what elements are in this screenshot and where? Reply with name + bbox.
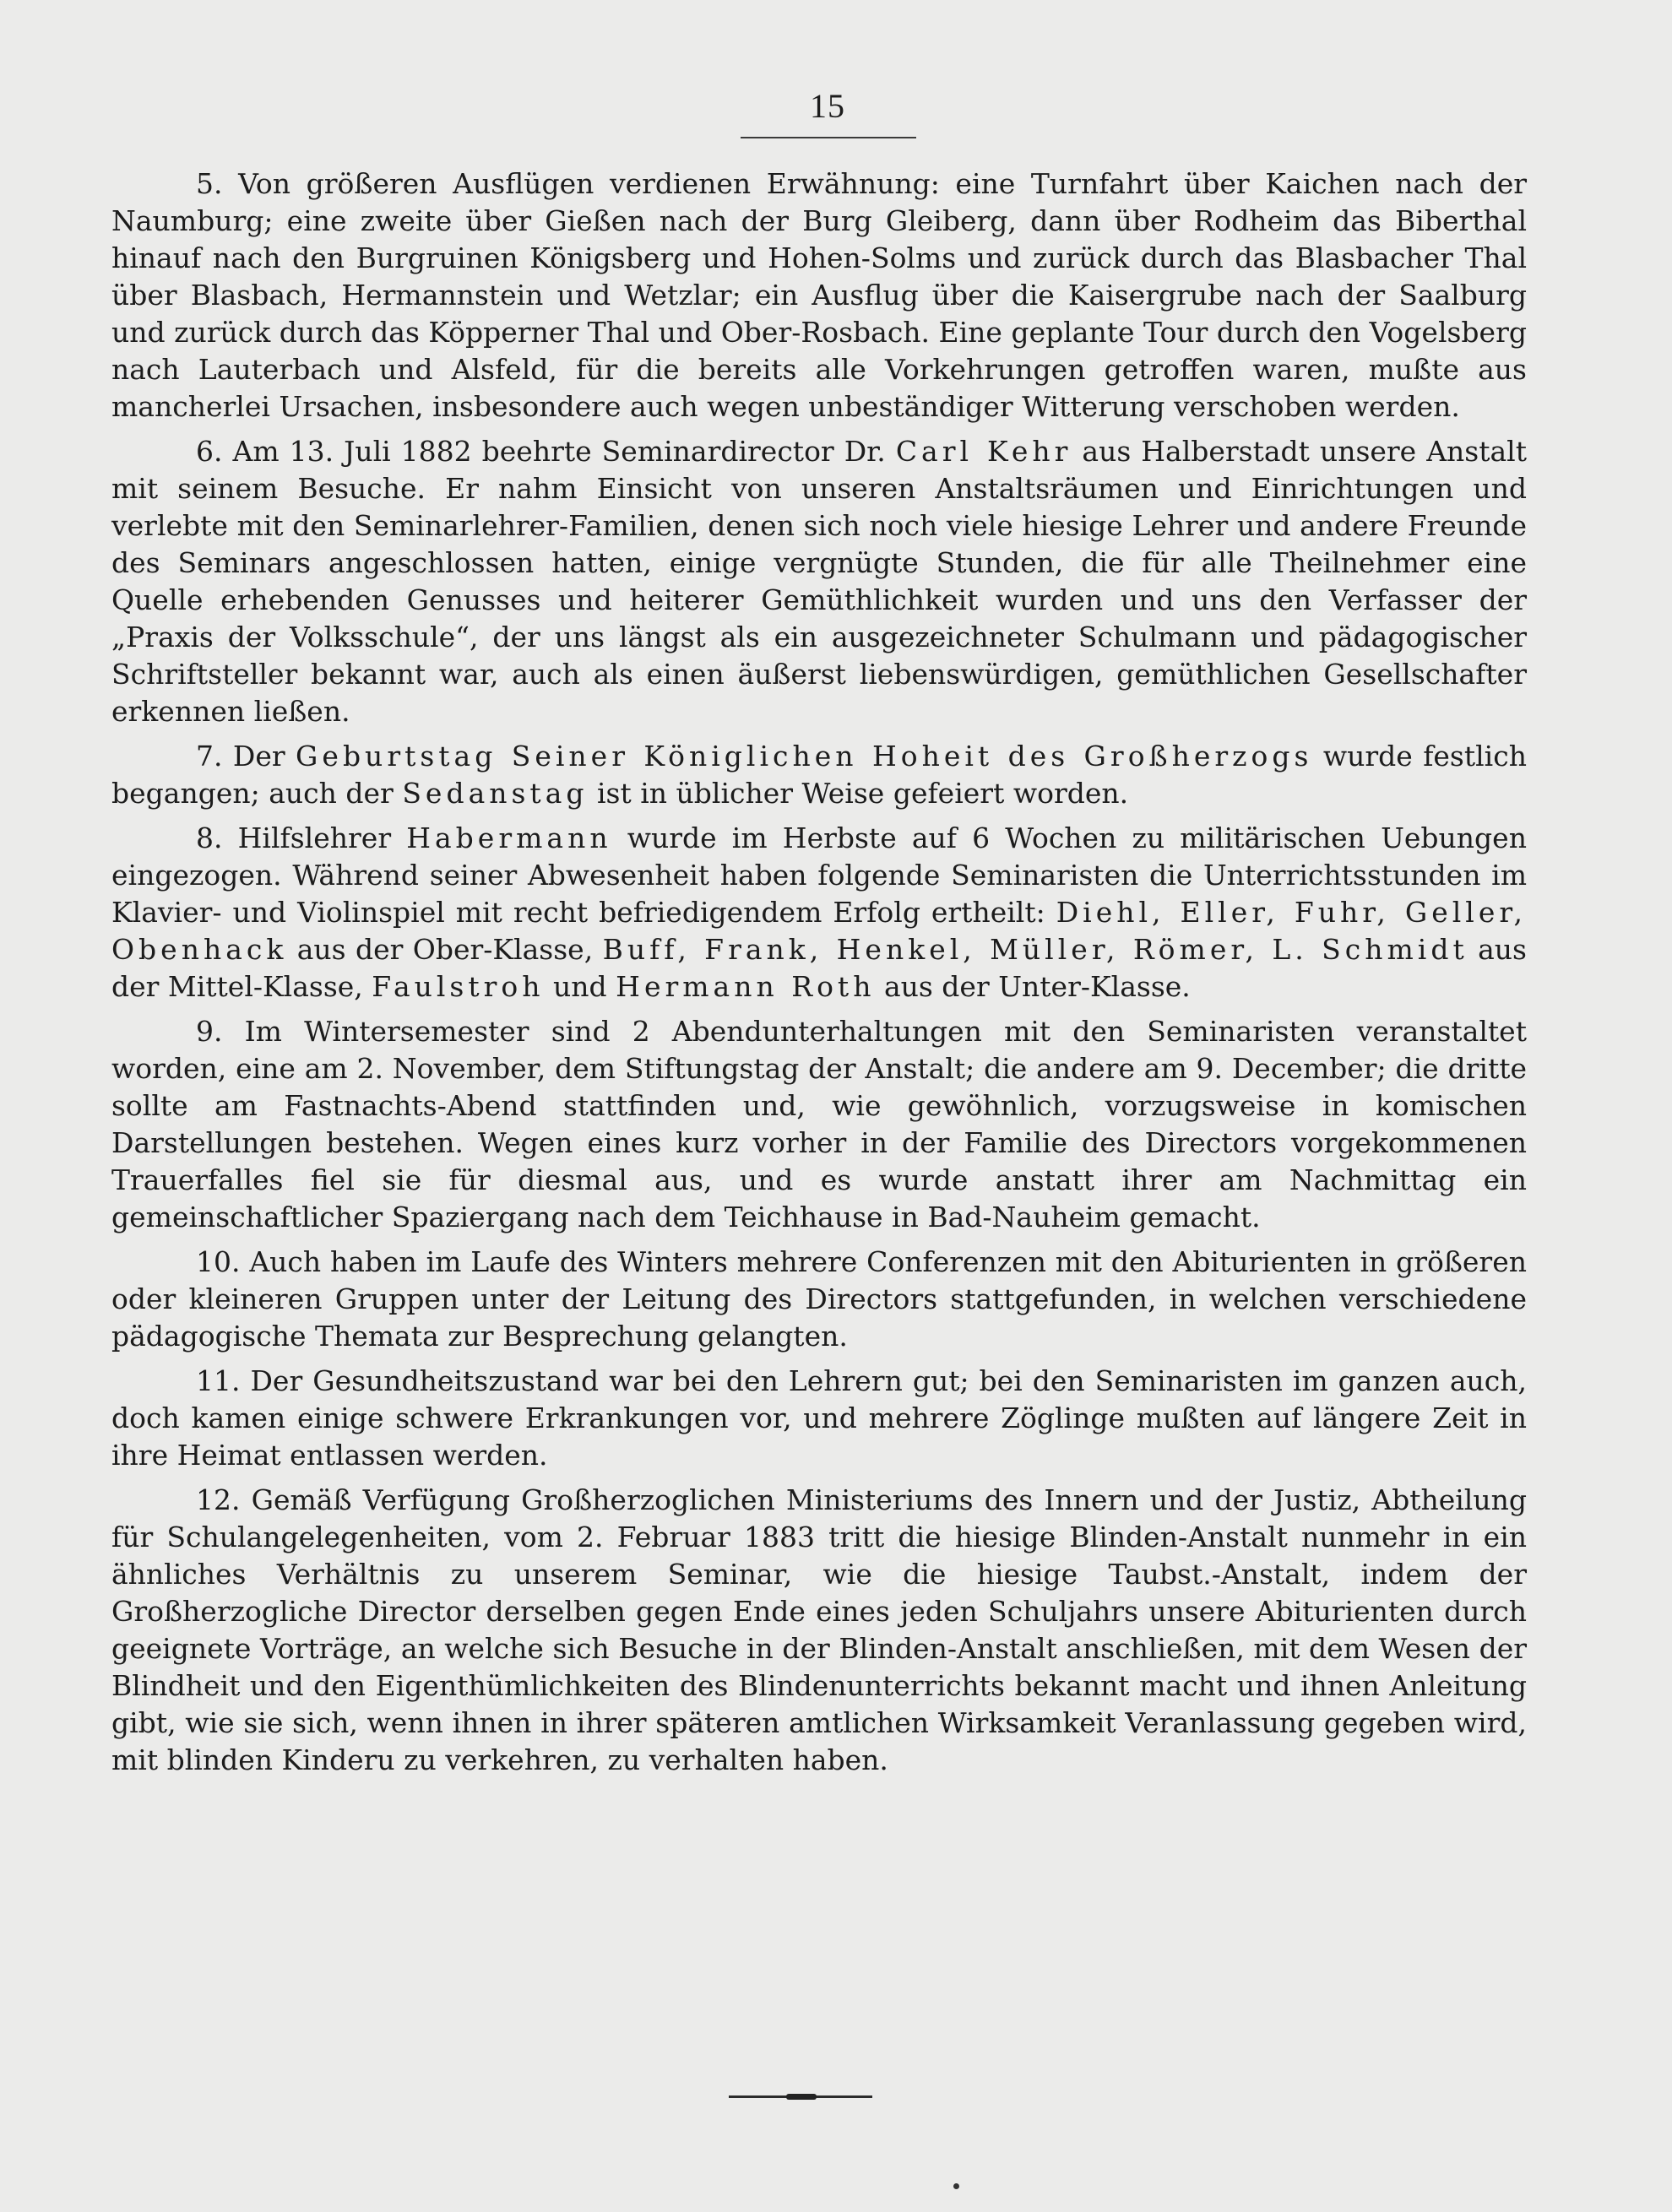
paragraph-11 [111,1363,1527,1474]
footer-rule-ornament [786,2094,817,2100]
paragraph-text: Am 13. Juli 1882 beehrte Seminardirector Dr. [232,435,886,468]
paragraph-text: wurde festlich begangen; auch der [111,740,1527,810]
printer-mark [953,2183,959,2189]
paragraph-10 [111,1244,1527,1355]
emphasized-name: Habermann [406,821,612,854]
page-number: 15 [810,87,845,125]
paragraph-7 [111,738,1527,812]
paragraph-text: Hilfslehrer [237,821,392,854]
paragraph-number: 6. [196,435,223,468]
paragraph-12 [111,1482,1527,1779]
emphasized-text: Sedanstag [402,777,589,810]
paragraph-text: wurde im Herbste auf 6 Wochen zu militärischen Uebungen eingezogen. Während seiner Abwesenheit haben folgende Seminaristen die Unterrichtsstunden im Klavier- und Violinspiel mit recht befriedigendem Erfolg ertheilt: [111,821,1527,929]
paragraph-text: aus Halberstadt unsere Anstalt mit seinem Besuche. Er nahm Einsicht von unseren Anstaltsräumen und Einrichtungen und verlebte mit den Seminarlehrer-Familien, denen sich noch viele hiesige Lehrer und andere Freunde des Seminars angeschlossen hatten, einige vergnügte Stunden, die für alle Theilnehmer eine Quelle erhebenden Genusses und heiterer Gemüthlichkeit wurden und uns den Verfasser der „Praxis der Volksschule“, der uns längst als ein ausgezeichneter Schulmann und pädagogischer Schriftsteller bekannt war, auch als einen äußerst liebenswürdigen, gemüthlichen Gesellschafter erkennen ließen. [111,435,1527,728]
paragraph-text: Von größeren Ausflügen verdienen Erwähnung: eine Turnfahrt über Kaichen nach der Naumburg; eine zweite über Gießen nach der Burg Gleiberg, dann über Rodheim das Biberthal hinauf nach den Burgruinen Königsberg und Hohen-Solms und zurück durch das Blasbacher Thal über Blasbach, Hermannstein und Wetzlar; ein Ausflug über die Kaisergrube nach der Saalburg und zurück durch das Köpperner Thal und Ober-Rosbach. Eine geplante Tour durch den Vogelsberg nach Lauterbach und Alsfeld, für die bereits alle Vorkehrungen getroffen waren, mußte aus mancherlei Ursachen, insbesondere auch wegen unbeständiger Witterung verschoben werden. [111,167,1527,423]
paragraph-8 [111,820,1527,1006]
paragraph-number: 12. [196,1483,241,1516]
paragraph-9 [111,1013,1527,1236]
header-rule [741,137,916,138]
emphasized-names: Diehl, Eller, Fuhr, Geller, Obenhack [111,896,1527,966]
paragraph-text: aus der Mittel-Klasse, [111,933,1527,1003]
paragraph-text: und [553,970,607,1003]
paragraph-text: aus der Ober-Klasse, [296,933,594,966]
paragraph-text: Der [232,740,285,773]
paragraph-number: 11. [196,1364,241,1397]
paragraph-text: Auch haben im Laufe des Winters mehrere Conferenzen mit den Abiturienten in größeren oder kleineren Gruppen unter der Leitung des Directors stattgefunden, in welchen verschiedene pädagogische Themata zur Besprechung gelangten. [111,1245,1527,1353]
paragraph-text: Gemäß Verfügung Großherzoglichen Ministeriums des Innern und der Justiz, Abtheilung für Schulangelegenheiten, vom 2. Februar 1883 tritt die hiesige Blinden-Anstalt nunmehr in ein ähnliches Verhältnis zu unserem Seminar, wie die hiesige Taubst.-Anstalt, indem der Großherzogliche Director derselben gegen Ende eines jeden Schuljahrs unsere Abiturienten durch geeignete Vorträge, an welche sich Besuche in der Blinden-Anstalt anschließen, mit dem Wesen der Blindheit und den Eigenthümlichkeiten des Blindenunterrichts bekannt macht und ihnen Anleitung gibt, wie sie sich, wenn ihnen in ihrer späteren amtlichen Wirksamkeit Veranlassung gegeben wird, mit blinden Kinderu zu verkehren, zu verhalten haben. [111,1483,1527,1776]
paragraph-5 [111,165,1527,426]
emphasized-name: Carl Kehr [895,435,1072,468]
body-text [111,165,1527,1786]
emphasized-names: Buff, Frank, Henkel, Müller, Römer, L. Schmidt [602,933,1468,966]
paragraph-text: Im Wintersemester sind 2 Abendunterhaltungen mit den Seminaristen veranstaltet worden, eine am 2. November, dem Stiftungstag der Anstalt; die andere am 9. December; die dritte sollte am Fastnachts-Abend stattfinden und, wie gewöhnlich, vorzugsweise in komischen Darstellungen bestehen. Wegen eines kurz vorher in der Familie des Directors vorgekommenen Trauerfalles fiel sie für diesmal aus, und es wurde anstatt ihrer am Nachmittag ein gemeinschaftlicher Spaziergang nach dem Teichhause in Bad-Nauheim gemacht. [111,1015,1527,1233]
paragraph-number: 9. [196,1015,223,1048]
paragraph-number: 8. [196,821,223,854]
paragraph-text: aus der Unter-Klasse. [883,970,1191,1003]
paragraph-6 [111,433,1527,730]
paragraph-number: 10. [196,1245,241,1278]
paragraph-text: ist in üblicher Weise gefeiert worden. [597,777,1129,810]
emphasized-names: Faulstroh [372,970,545,1003]
emphasized-text: Geburtstag Seiner Königlichen Hoheit des Großherzogs [296,740,1313,773]
paragraph-number: 7. [196,740,223,773]
paragraph-text: Der Gesundheitszustand war bei den Lehrern gut; bei den Seminaristen im ganzen auch, doch kamen einige schwere Erkrankungen vor, und mehrere Zöglinge mußten auf längere Zeit in ihre Heimat entlassen werden. [111,1364,1527,1472]
emphasized-names: Hermann Roth [616,970,876,1003]
paragraph-number: 5. [196,167,223,200]
